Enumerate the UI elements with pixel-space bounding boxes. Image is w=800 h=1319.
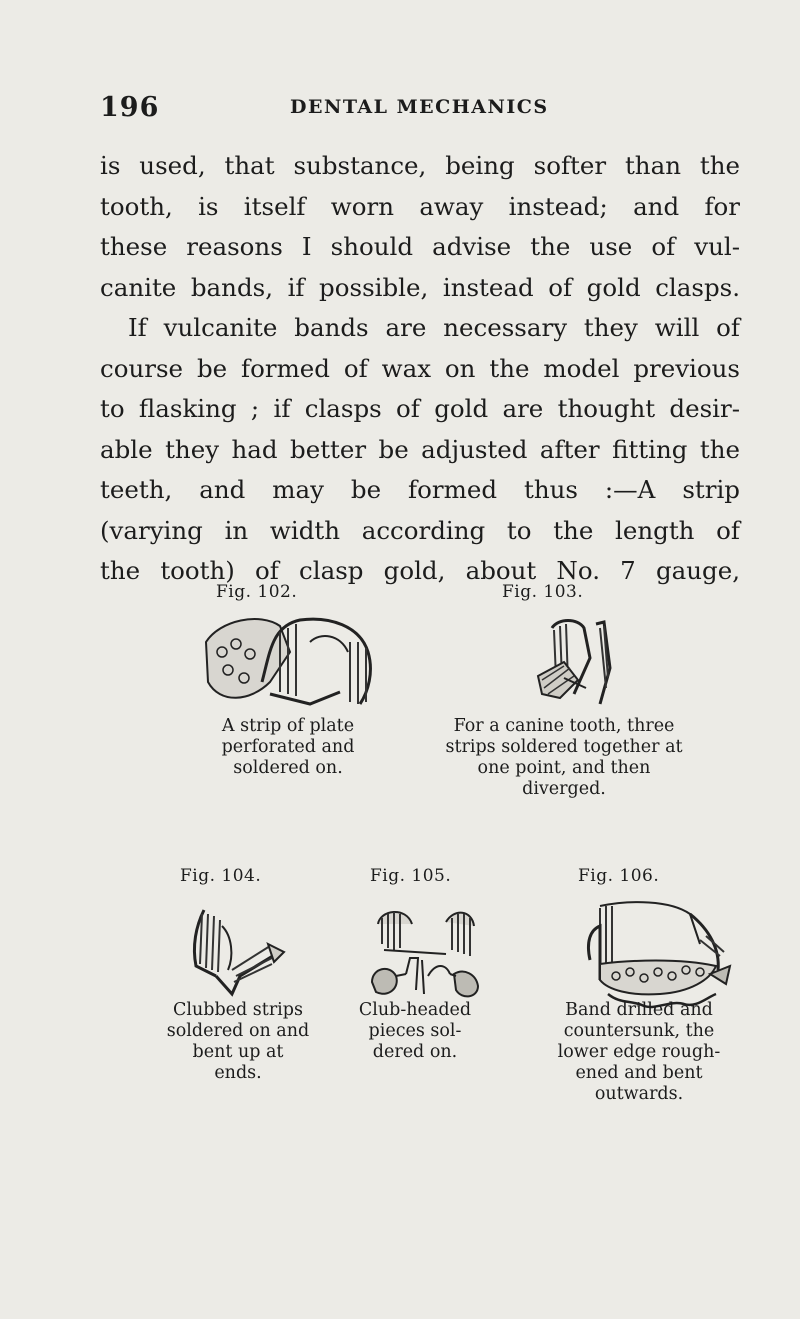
body-line: these reasons I should advise the use of vul- bbox=[100, 232, 740, 261]
figure-label: Fig. 104. bbox=[180, 866, 262, 886]
figure-caption: Club-headed pieces sol- dered on. bbox=[358, 1000, 472, 1062]
running-head: DENTAL MECHANICS bbox=[290, 96, 549, 118]
figure-caption: For a canine tooth, three strips soldered together at one point, and then diverged. bbox=[445, 716, 683, 799]
body-line: (varying in width according to the length of bbox=[100, 515, 740, 545]
club-headed-clasp-icon bbox=[366, 904, 486, 1004]
body-line: the tooth) of clasp gold, about No. 7 gauge, bbox=[100, 556, 740, 585]
figure-label: Fig. 103. bbox=[502, 582, 584, 602]
figure-caption: Clubbed strips soldered on and bent up at ends. bbox=[166, 1000, 310, 1083]
body-line: canite bands, if possible, instead of gold clasps. bbox=[100, 272, 740, 302]
figure-caption: Band drilled and countersunk, the lower edge rough- ened and bent outwards. bbox=[557, 1000, 721, 1104]
body-line: is used, that substance, being softer than the bbox=[100, 151, 740, 180]
body-line: If vulcanite bands are necessary they will of bbox=[128, 313, 740, 342]
body-line: course be formed of wax on the model previous bbox=[100, 353, 740, 383]
figure-caption: A strip of plate perforated and soldered on. bbox=[221, 716, 355, 778]
figure-label: Fig. 105. bbox=[370, 866, 452, 886]
body-line: able they had better be adjusted after fitting the bbox=[100, 434, 740, 464]
clubbed-strips-clasp-icon bbox=[176, 906, 288, 998]
drilled-band-clasp-icon bbox=[560, 900, 736, 1016]
three-strip-clasp-icon bbox=[534, 618, 620, 710]
body-line: to flasking ; if clasps of gold are thought desir- bbox=[100, 394, 740, 423]
body-text bbox=[100, 146, 740, 592]
page-number: 196 bbox=[100, 92, 160, 123]
figure-label: Fig. 102. bbox=[216, 582, 298, 602]
figure-label: Fig. 106. bbox=[578, 866, 660, 886]
body-line: tooth, is itself worn away instead; and for bbox=[100, 191, 740, 221]
body-line: teeth, and may be formed thus :—A strip bbox=[100, 475, 740, 504]
perforated-plate-clasp-icon bbox=[200, 612, 380, 712]
page-header bbox=[100, 92, 740, 126]
